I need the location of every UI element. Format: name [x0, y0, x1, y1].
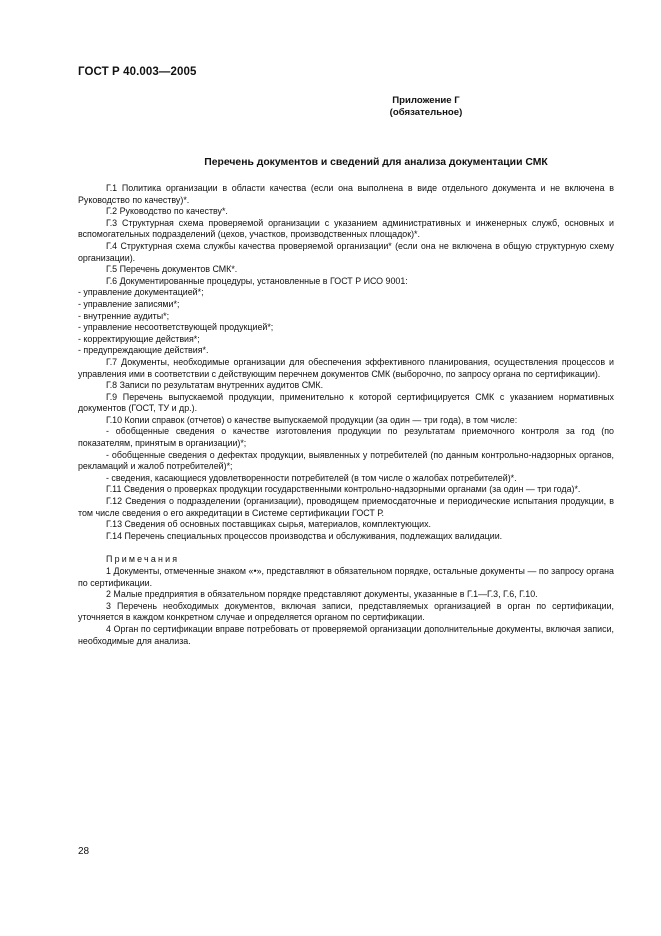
- appendix-heading: [78, 95, 614, 119]
- paragraph-g7: Г.7 Документы, необходимые организации для обеспечения эффективного планирования, осуществления процессов и управления ими в соответствии с действующим перечнем документов СМК (выборочно, по запросу органа по сертификации).: [78, 356, 614, 379]
- notes-section: [78, 554, 614, 647]
- paragraph-g3: Г.3 Структурная схема проверяемой организации с указанием административных и инженерных служб, основных и вспомогательных подразделений (цехов, участков, производственных площадок)*.: [78, 217, 614, 240]
- paragraph-g13: Г.13 Сведения об основных поставщиках сырья, материалов, комплектующих.: [106, 519, 431, 530]
- g10-sub-item: - обобщенные сведения о дефектах продукции, выявленных у потребителей (по данным контрольно-надзорных органов, рекламаций и жалоб потребителей)*;: [78, 449, 614, 472]
- procedure-item: - корректирующие действия*;: [78, 333, 200, 344]
- paragraph-g10: Г.10 Копии справок (отчетов) о качестве выпускаемой продукции (за один — три года), в том числе:: [106, 414, 518, 425]
- appendix-label: Приложение Г: [392, 95, 460, 106]
- paragraph-g1: Г.1 Политика организации в области качества (если она выполнена в виде отдельного документа и не включена в Руководство по качеству)*.: [78, 183, 614, 205]
- paragraph-g8: Г.8 Записи по результатам внутренних аудитов СМК.: [106, 380, 324, 391]
- paragraph-g5: Г.5 Перечень документов СМК*.: [106, 264, 238, 275]
- procedure-item: - управление записями*;: [78, 298, 180, 309]
- appendix-status: (обязательное): [389, 107, 463, 118]
- note-item: 1 Документы, отмеченные знаком «•», представляют в обязательном порядке, остальные документы — по запросу органа по сертификации.: [78, 566, 614, 588]
- paragraph-g9: Г.9 Перечень выпускаемой продукции, применительно к которой сертифицируется СМК с указанием нормативных документов (ГОСТ, ТУ и др.).: [78, 391, 614, 414]
- paragraph-g12: Г.12 Сведения о подразделении (организации), проводящем приемосдаточные и периодические испытания продукции, в том числе сведения о его аккредитации в Системе сертификации ГОСТ Р.: [78, 496, 614, 518]
- paragraph-g6: Г.6 Документированные процедуры, установленные в ГОСТ Р ИСО 9001:: [106, 275, 408, 286]
- section-title: Перечень документов и сведений для анализа документации СМК: [204, 157, 548, 168]
- document-body: [78, 183, 614, 647]
- paragraph-g11: Г.11 Сведения о проверках продукции государственными контрольно-надзорными органами (за один — три года)*.: [106, 484, 581, 495]
- paragraph-g14: Г.14 Перечень специальных процессов производства и обслуживания, подлежащих валидации.: [106, 530, 503, 541]
- paragraph-g2: Г.2 Руководство по качеству*.: [106, 206, 228, 217]
- note-item: 4 Орган по сертификации вправе потребовать от проверяемой организации дополнительные документы, включая записи, необходимые для анализа.: [78, 623, 614, 646]
- document-code: ГОСТ Р 40.003—2005: [78, 66, 197, 78]
- procedure-item: - внутренние аудиты*;: [78, 310, 170, 321]
- procedure-item: - предупреждающие действия*.: [78, 345, 209, 356]
- note-item: 3 Перечень необходимых документов, включая записи, представляемых организацией в орган по сертификации, уточняется в каждом конкретном случае и определяется органом по сертификации.: [78, 600, 614, 623]
- g10-sub-item: - обобщенные сведения о качестве изготовления продукции по результатам приемочного контроля за год (по показателям, принятым в организации)*;: [78, 426, 614, 449]
- paragraph-g4: Г.4 Структурная схема службы качества проверяемой организации* (если она не включена в общую структурную схему организации).: [78, 240, 614, 263]
- page-number: 28: [78, 846, 90, 857]
- note-item: 2 Малые предприятия в обязательном порядке представляют документы, указанные в Г.1—Г.3, Г.6, Г.10.: [106, 589, 538, 600]
- g10-sub-item: - сведения, касающиеся удовлетворенности потребителей (в том числе о жалобах потребителей)*.: [106, 472, 517, 483]
- notes-heading: Примечания: [106, 554, 180, 565]
- procedure-item: - управление документацией*;: [78, 287, 204, 298]
- procedure-item: - управление несоответствующей продукцией*;: [78, 322, 274, 333]
